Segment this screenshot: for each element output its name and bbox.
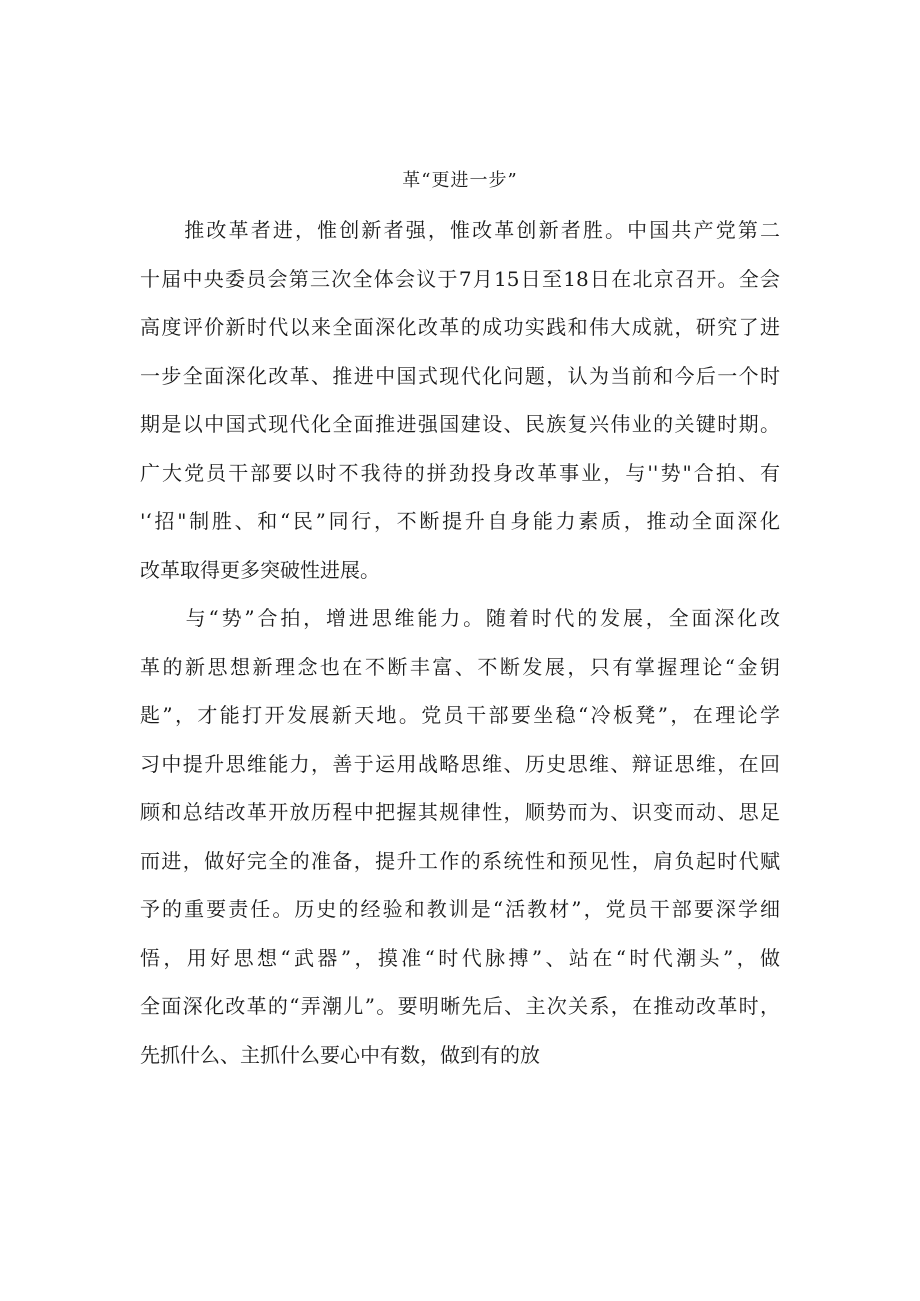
paragraph-line: 革的新思想新理念也在不断丰富、不断发展，只有掌握理论“金钥 [140, 654, 780, 679]
paragraph-line: 推改革者进，惟创新者强，惟改革创新者胜。中国共产党第二 [140, 218, 780, 242]
paragraph-line: 而进，做好完全的准备，提升工作的系统性和预见性，肩负起时代赋 [140, 848, 780, 873]
paragraph-line: 一步全面深化改革、推进中国式现代化问题，认为当前和今后一个时 [140, 363, 780, 388]
paragraph-line: 广大党员干部要以时不我待的拼劲投身改革事业，与''势"合拍、有 [140, 460, 780, 485]
paragraph-line: 习中提升思维能力，善于运用战略思维、历史思维、辩证思维，在回 [140, 751, 780, 776]
paragraph-line: 予的重要责任。历史的经验和教训是“活教材”，党员干部要深学细 [140, 897, 780, 921]
paragraph-line: '‘招"制胜、和“民”同行，不断提升自身能力素质，推动全面深化 [140, 509, 780, 533]
paragraph-line: 十届中央委员会第三次全体会议于7月15日至18日在北京召开。全会 [140, 266, 780, 291]
paragraph-line: 悟，用好思想“武器”，摸准“时代脉搏”、站在“时代潮头”，做 [140, 945, 780, 970]
document-title: 革“更进一步” [402, 170, 518, 191]
paragraph-line: 先抓什么、主抓什么要心中有数，做到有的放 [140, 1042, 540, 1067]
paragraph-line: 改革取得更多突破性进展。 [140, 557, 380, 582]
paragraph-line: 与“势”合拍，增进思维能力。随着时代的发展，全面深化改 [140, 606, 780, 630]
paragraph-line: 期是以中国式现代化全面推进强国建设、民族复兴伟业的关键时期。 [140, 412, 780, 436]
paragraph-line: 全面深化改革的“弄潮儿”。要明晰先后、主次关系，在推动改革时， [140, 994, 780, 1018]
paragraph-2 [140, 594, 780, 1079]
paragraph-line: 匙”，才能打开发展新天地。党员干部要坐稳“冷板凳”，在理论学 [140, 703, 780, 727]
paragraph-line: 顾和总结改革开放历程中把握其规律性，顺势而为、识变而动、思足 [140, 800, 780, 824]
paragraph-line: 高度评价新时代以来全面深化改革的成功实践和伟大成就，研究了进 [140, 315, 780, 339]
paragraph-1 [140, 206, 780, 594]
